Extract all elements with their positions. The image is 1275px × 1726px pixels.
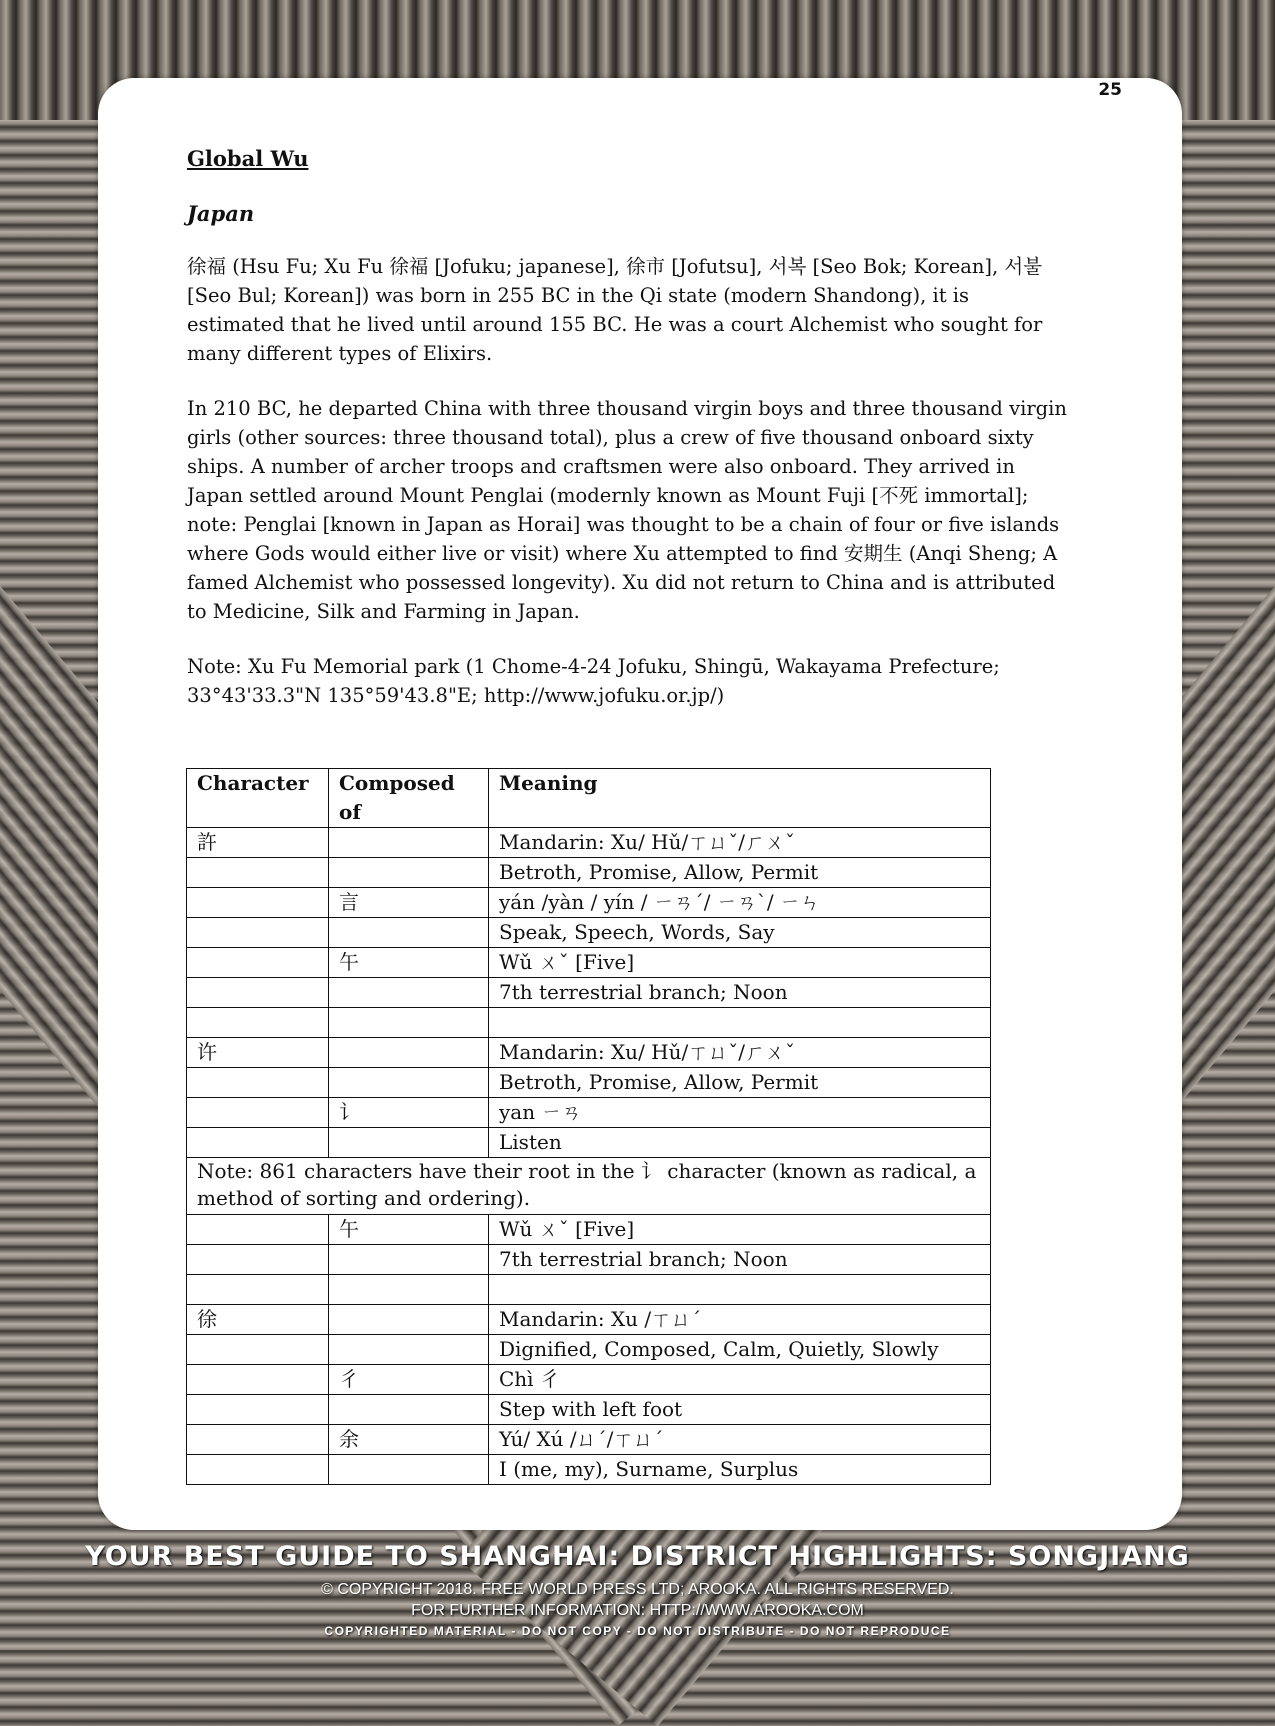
table-row — [187, 1275, 991, 1305]
character-cell — [187, 1395, 329, 1425]
table-row — [187, 828, 991, 858]
page-number: 25 — [1098, 80, 1122, 100]
page-card — [98, 78, 1182, 1530]
composed-of-cell — [329, 1038, 489, 1068]
meaning-cell: 7th terrestrial branch; Noon — [489, 1245, 991, 1275]
header-composed-of: Composed of — [329, 769, 489, 828]
table-row — [187, 1215, 991, 1245]
composed-of-cell: 余 — [329, 1425, 489, 1455]
composed-of-cell — [329, 1068, 489, 1098]
meaning-cell: Mandarin: Xu/ Hǔ/ㄒㄩˇ/ㄏㄨˇ — [489, 1038, 991, 1068]
meaning-cell: yán /yàn / yín / ㄧㄢˊ/ ㄧㄢˋ/ ㄧㄣ — [489, 888, 991, 918]
radical-note: Note: 861 characters have their root in the 讠 character (known as radical, a method of sorting and ordering). — [187, 1158, 991, 1215]
character-cell — [187, 1098, 329, 1128]
composed-of-cell — [329, 918, 489, 948]
character-cell — [187, 1455, 329, 1485]
header-character: Character — [187, 769, 329, 828]
character-cell — [187, 1008, 329, 1038]
meaning-cell: Mandarin: Xu/ Hǔ/ㄒㄩˇ/ㄏㄨˇ — [489, 828, 991, 858]
header-meaning: Meaning — [489, 769, 991, 828]
meaning-cell: Dignified, Composed, Calm, Quietly, Slowly — [489, 1335, 991, 1365]
meaning-cell: Betroth, Promise, Allow, Permit — [489, 1068, 991, 1098]
composed-of-cell — [329, 1455, 489, 1485]
meaning-cell: Yú/ Xú /ㄩˊ/ㄒㄩˊ — [489, 1425, 991, 1455]
meaning-cell: Step with left foot — [489, 1395, 991, 1425]
section-title: Global Wu — [187, 146, 309, 171]
character-cell — [187, 1425, 329, 1455]
subsection-title: Japan — [187, 201, 255, 226]
meaning-cell: Listen — [489, 1128, 991, 1158]
meaning-cell: Wǔ ㄨˇ [Five] — [489, 1215, 991, 1245]
table-row — [187, 1098, 991, 1128]
composed-of-cell — [329, 1275, 489, 1305]
character-cell — [187, 1275, 329, 1305]
composed-of-cell — [329, 1008, 489, 1038]
composed-of-cell: 午 — [329, 948, 489, 978]
composed-of-cell: 午 — [329, 1215, 489, 1245]
character-cell: 许 — [187, 1038, 329, 1068]
character-table — [186, 768, 991, 1485]
character-cell — [187, 918, 329, 948]
table-body-b — [187, 1215, 991, 1485]
composed-of-cell — [329, 978, 489, 1008]
composed-of-cell: 彳 — [329, 1365, 489, 1395]
meaning-cell — [489, 1008, 991, 1038]
composed-of-cell — [329, 1395, 489, 1425]
character-cell — [187, 1215, 329, 1245]
character-cell: 許 — [187, 828, 329, 858]
table-row — [187, 1455, 991, 1485]
paragraph: 徐福 (Hsu Fu; Xu Fu 徐福 [Jofuku; japanese], 徐市 [Jofutsu], 서복 [Seo Bok; Korean], 서불 [Seo Bul; Korean]) was born in 255 BC in the Qi state (modern Shandong), it is estimated that he lived until around 155 BC. He was a court Alchemist who sought for many different types of Elixirs. — [187, 255, 1043, 365]
meaning-cell: yan ㄧㄢ — [489, 1098, 991, 1128]
paragraph: In 210 BC, he departed China with three thousand virgin boys and three thousand virgin girls (other sources: three thousand total), plus a crew of five thousand onboard sixty ships. A number of archer troops and craftsmen were also onboard. They arrived in Japan settled around Mount Penglai (modernly known as Mount Fuji [不死 immortal]; note: Penglai [known in Japan as Horai] was thought to be a chain of four or five islands where Gods would either live or visit) where Xu attempted to find 安期生 (Anqi Sheng; A famed Alchemist who possessed longevity). Xu did not return to China and is attributed to Medicine, Silk and Farming in Japan. — [187, 397, 1067, 623]
meaning-cell: Betroth, Promise, Allow, Permit — [489, 858, 991, 888]
character-cell — [187, 1335, 329, 1365]
character-cell — [187, 948, 329, 978]
table-row — [187, 948, 991, 978]
table-row — [187, 1128, 991, 1158]
meaning-cell: Chì 彳 — [489, 1365, 991, 1395]
table-row — [187, 978, 991, 1008]
memorial-note: Note: Xu Fu Memorial park (1 Chome-4-24 Jofuku, Shingū, Wakayama Prefecture; 33°43'33.3"N 135°59'43.8"E; http://www.jofuku.or.jp/) — [187, 655, 1000, 707]
table-row — [187, 1365, 991, 1395]
character-cell — [187, 888, 329, 918]
meaning-cell: Wǔ ㄨˇ [Five] — [489, 948, 991, 978]
table-row — [187, 1008, 991, 1038]
character-cell — [187, 1245, 329, 1275]
character-cell — [187, 858, 329, 888]
character-cell — [187, 1128, 329, 1158]
composed-of-cell — [329, 1128, 489, 1158]
footer-info: FOR FURTHER INFORMATION: HTTP://WWW.AROOKA.COM — [411, 1602, 864, 1619]
composed-of-cell: 言 — [329, 888, 489, 918]
meaning-cell: I (me, my), Surname, Surplus — [489, 1455, 991, 1485]
character-cell — [187, 1068, 329, 1098]
meaning-cell — [489, 1275, 991, 1305]
table-row — [187, 1068, 991, 1098]
meaning-cell: Speak, Speech, Words, Say — [489, 918, 991, 948]
meaning-cell: Mandarin: Xu /ㄒㄩˊ — [489, 1305, 991, 1335]
composed-of-cell — [329, 1305, 489, 1335]
composed-of-cell — [329, 1245, 489, 1275]
character-cell — [187, 1365, 329, 1395]
footer-title: YOUR BEST GUIDE TO SHANGHAI: DISTRICT HIGHLIGHTS: SONGJIANG — [85, 1541, 1190, 1572]
table-row — [187, 1425, 991, 1455]
composed-of-cell — [329, 858, 489, 888]
character-cell: 徐 — [187, 1305, 329, 1335]
table-header-row — [187, 769, 991, 828]
table-row — [187, 1305, 991, 1335]
composed-of-cell: 讠 — [329, 1098, 489, 1128]
page-content — [187, 146, 1067, 710]
composed-of-cell — [329, 1335, 489, 1365]
footer-notice: COPYRIGHTED MATERIAL - DO NOT COPY - DO NOT DISTRIBUTE - DO NOT REPRODUCE — [324, 1624, 951, 1638]
table-note-row — [187, 1158, 991, 1215]
table-note-body — [187, 1158, 991, 1215]
table-row — [187, 1395, 991, 1425]
footer-copyright: © COPYRIGHT 2018. FREE WORLD PRESS LTD; AROOKA. ALL RIGHTS RESERVED. — [321, 1581, 954, 1598]
table-row — [187, 1038, 991, 1068]
table-row — [187, 858, 991, 888]
table-row — [187, 1335, 991, 1365]
table-row — [187, 888, 991, 918]
table-row — [187, 918, 991, 948]
table-row — [187, 1245, 991, 1275]
table-body-a — [187, 828, 991, 1158]
character-cell — [187, 978, 329, 1008]
composed-of-cell — [329, 828, 489, 858]
meaning-cell: 7th terrestrial branch; Noon — [489, 978, 991, 1008]
